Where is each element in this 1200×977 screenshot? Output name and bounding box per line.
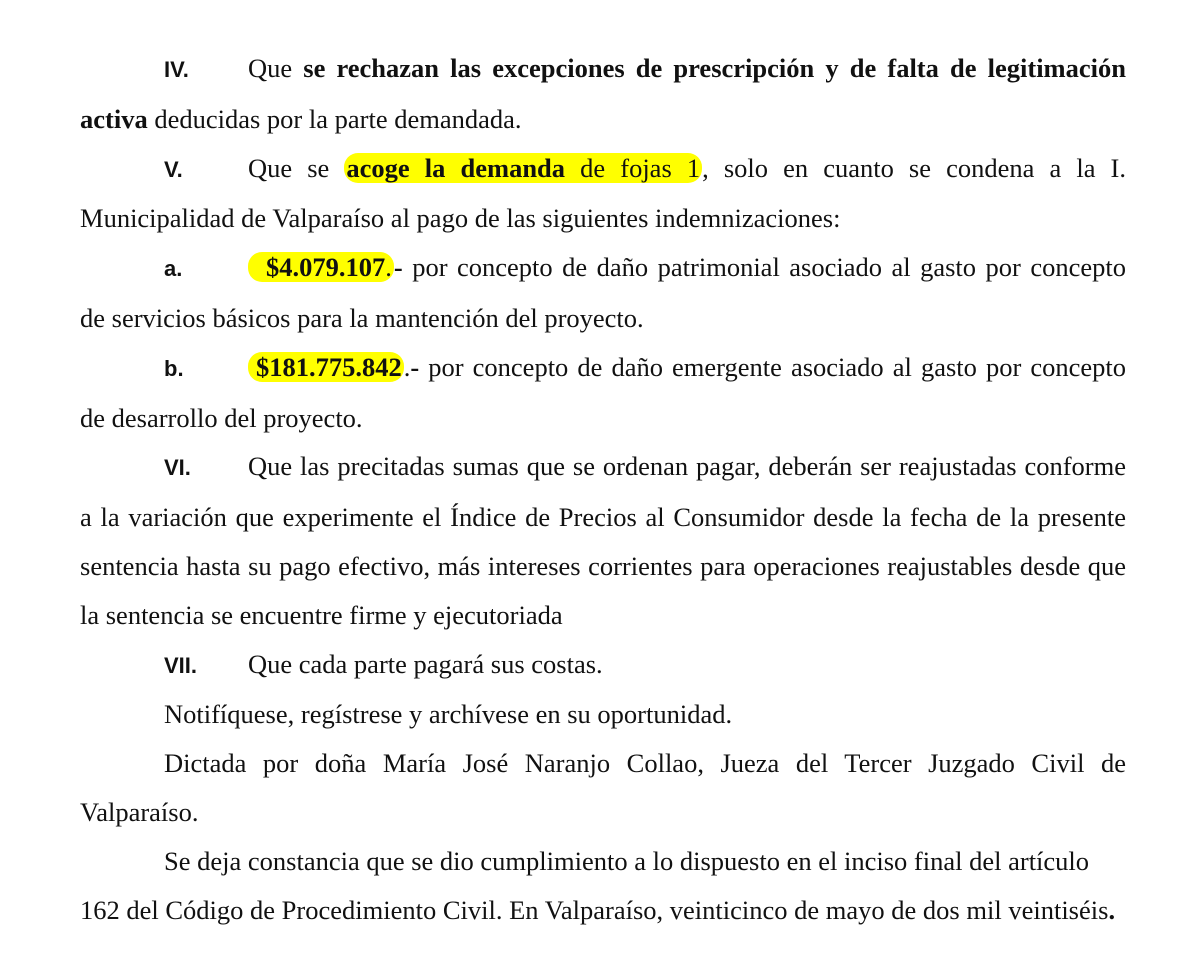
text-dictated: Dictada por doña María José Naranjo Collao, Jueza del Tercer Juzgado Civil de Valparaíso. xyxy=(80,748,1126,827)
item-number-vi: VI. xyxy=(164,455,191,481)
item-number-a: a. xyxy=(164,256,183,282)
text-v-rest: , solo en cuanto se condena a la I. Municipalidad de Valparaíso al pago de las siguientes indemnizaciones: xyxy=(80,152,1126,234)
text-vii: Que cada parte pagará sus costas. xyxy=(248,648,603,679)
text-a-rest: por concepto de daño patrimonial asociado al gasto por concepto de servicios básicos para la mantención del proyecto. xyxy=(80,252,1126,333)
paragraph-v xyxy=(80,144,1126,244)
item-number-iv: IV. xyxy=(164,57,189,82)
text-record-end: . xyxy=(1108,894,1116,925)
paragraph-vii xyxy=(80,640,1126,691)
paragraph-vi xyxy=(80,442,1126,639)
document-page xyxy=(80,44,1126,934)
text-record: Se deja constancia que se dio cumplimiento a lo dispuesto en el inciso final del artículo 162 del Código de Procedimiento Civil. En Valparaíso, veinticinco de mayo de dos mil veintiséis xyxy=(80,845,1109,925)
highlight-a xyxy=(248,252,394,282)
amount-b-dash: - xyxy=(410,351,420,382)
item-number-vii: VII. xyxy=(164,652,198,678)
highlight-v xyxy=(344,153,702,183)
text-v-highlight-plain: de fojas 1 xyxy=(565,152,701,183)
text-v-highlight-bold: acoge la demanda xyxy=(346,152,566,183)
paragraph-dictated xyxy=(80,739,1126,837)
text-iv-bold: se rechazan las excepciones de prescripción y de falta de legitimación activa xyxy=(80,53,1126,134)
text-vi: Que las precitadas sumas que se ordenan pagar, deberán ser reajustadas conforme a la variación que experimente el Índice de Precios al Consumidor desde la fecha de la presente sentencia hasta su pago efectivo, más intereses corrientes para operaciones reajustables desde que la sentencia se encuentre firme y ejecutoriada xyxy=(80,451,1126,630)
amount-a-dot: . xyxy=(385,252,392,283)
highlight-b xyxy=(248,352,404,382)
item-number-v: V. xyxy=(164,156,183,182)
text-v-intro: Que se xyxy=(248,152,345,183)
amount-b-dot: . xyxy=(403,351,411,382)
paragraph-a xyxy=(80,243,1126,343)
amount-a-dash: - xyxy=(393,252,403,283)
paragraph-b xyxy=(80,343,1126,443)
text-iv-intro: Que xyxy=(248,53,304,83)
text-b-rest: por concepto de daño emergente asociado al gasto por concepto de desarrollo del proyecto. xyxy=(80,351,1126,433)
text-notify: Notifíquese, regístrese y archívese en su oportunidad. xyxy=(164,699,733,730)
amount-b: $181.775.842 xyxy=(256,351,402,382)
text-iv-rest: deducidas por la parte demandada. xyxy=(147,103,522,134)
paragraph-record xyxy=(80,837,1126,935)
paragraph-notify xyxy=(80,690,1126,739)
paragraph-iv xyxy=(80,44,1126,144)
item-number-b: b. xyxy=(164,355,184,381)
amount-a: $4.079.107 xyxy=(266,252,386,283)
